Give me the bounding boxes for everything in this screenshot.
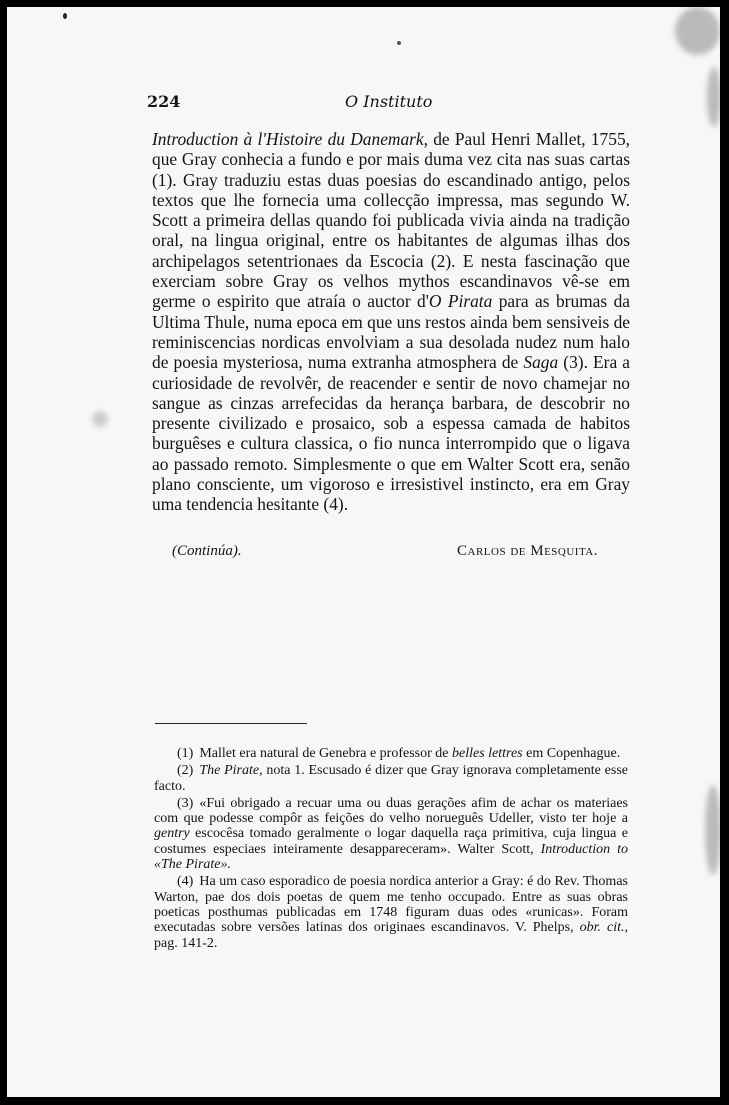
- author-name: Carlos de Mesquita.: [457, 543, 598, 559]
- footnote-number: (2): [177, 763, 194, 779]
- body-text-1: de Paul Henri Mallet, 1755, que Gray conhecia a fundo e por mais duma vez cita nas suas cartas (1). Gray traduziu estas duas poesias do escandinado antigo, pelos textos que lhe fornecia uma collecção impressa, mas segundo W. Scott a primeira dellas quando foi publicada vivia ainda na tradição oral, na lingua original, entre os habitantes de algumas ilhas dos archipelagos setentrionaes da Escocia (2). E nesta fascinação que exerciam sobre Gray os velhos mythos escandinavos vê-se em germe o espirito que atraía o auctor d': [152, 129, 630, 312]
- body-text-3: (3). Era a curiosidade de revolvêr, de reacender e sentir de novo chamejar no sangue as cinzas arrefecidas da herança barbara, de descobrir no presente civilizado e prosaico, sob a espessa camada de habitos burguêses e cultura classica, o fio nunca interrompido que o ligava ao passado remoto. Simplesmente o que em Walter Scott era, senão plano consciente, um vigoroso e irresistivel instincto, era em Gray uma tendencia hesitante (4).: [152, 352, 630, 515]
- footnote-text: «Fui obrigado a recuar uma ou duas gerações afim de achar os materiaes com que podesse compôr as feições do velho norueguês Udeller, visto ter hoje a: [154, 795, 628, 827]
- intro-title: Introduction à l'Histoire du Danemark,: [152, 129, 428, 149]
- footnote-number: (1): [177, 746, 194, 761]
- footnote-1: [154, 746, 628, 761]
- footnote-text: nota 1. Escusado é dizer que Gray ignorava completamente esse facto.: [154, 763, 628, 794]
- footnote-text: escocêsa tomado geralmente o logar daquella raça primitiva, cuja lingua e costumes especiaes inteiramente desappareceram». Walter Scott,: [154, 826, 628, 857]
- footnote-italic: obr. cit.,: [579, 920, 629, 936]
- footnote-text: pag. 141-2.: [154, 935, 218, 951]
- footnote-number: (3): [177, 795, 194, 811]
- saga-word: Saga: [523, 352, 559, 373]
- footnote-4: [154, 874, 628, 950]
- footnotes: [154, 746, 628, 953]
- footnote-text: em Copenhague.: [522, 746, 621, 761]
- footnote-italic: Introduction to «The Pirate».: [154, 841, 628, 873]
- footnote-italic: belles lettres: [451, 746, 523, 761]
- footnote-text: Ha um caso esporadico de poesia nordica anterior a Gray: é do Rev. Thomas Warton, pae dos dois poetas de quem me tenho occupado. Entre as suas obras poeticas posthumas publicadas em 1748 figuram duas odes «runicas». Foram executadas sobre versões latinas dos originaes escandinavos. V. Phelps,: [154, 874, 628, 936]
- footnote-italic: The Pirate,: [199, 763, 263, 779]
- body-paragraph: [152, 129, 630, 515]
- running-title: O Instituto: [345, 92, 433, 111]
- book-page: [7, 7, 720, 1097]
- continua-label: (Continúa).: [172, 543, 242, 559]
- signature-line: [7, 543, 720, 565]
- footnote-3: [154, 796, 628, 872]
- footnote-italic: gentry: [154, 826, 190, 842]
- footnote-text: Mallet era natural de Genebra e professor de: [199, 746, 452, 761]
- pirata-title: O Pirata: [428, 291, 493, 312]
- body-text-2: para as brumas da Ultima Thule, numa epoca em que uns restos ainda bem sensiveis de reminiscencias nordicas envolviam a sua desolada nudez num halo de poesia mysteriosa, numa extranha atmosphera de: [152, 291, 630, 373]
- footnote-number: (4): [177, 874, 194, 890]
- page-header: [7, 92, 720, 116]
- footnote-separator: [155, 723, 307, 724]
- page-number: 224: [147, 92, 181, 111]
- footnote-2: [154, 763, 628, 794]
